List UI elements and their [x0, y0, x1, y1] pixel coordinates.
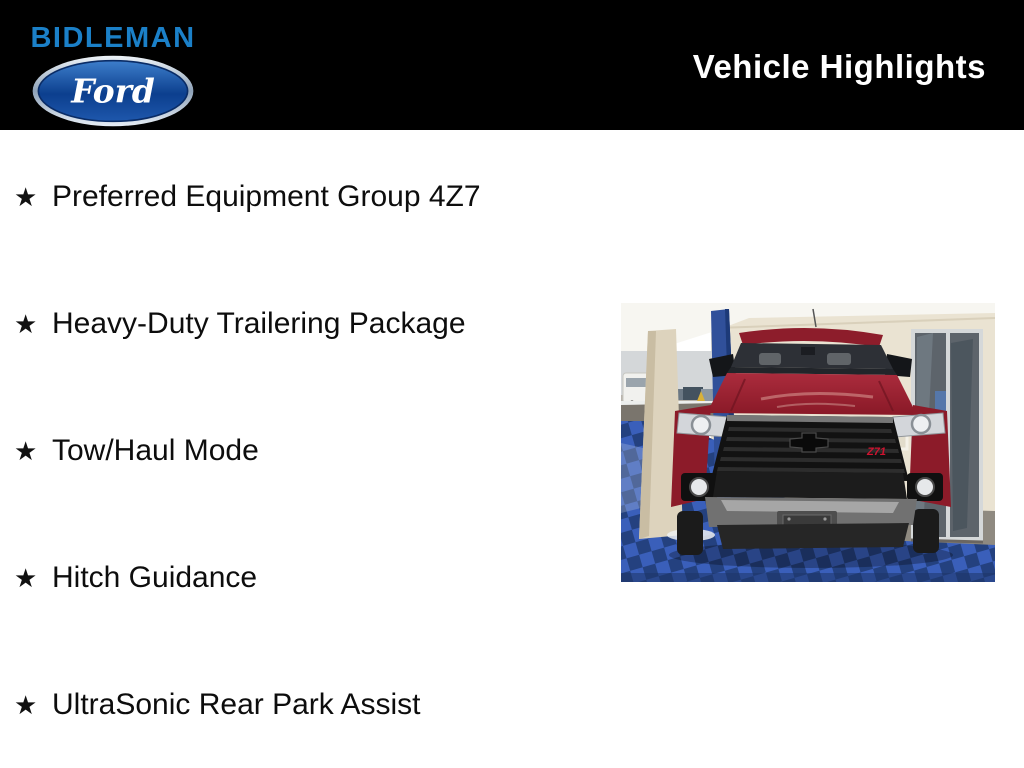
feature-label: UltraSonic Rear Park Assist [52, 688, 421, 721]
star-bullet-icon: ★ [14, 436, 38, 466]
page-title: Vehicle Highlights [692, 48, 986, 85]
header-bar [0, 0, 1024, 130]
dealer-name-text: BIDLEMAN [30, 22, 196, 54]
feature-label: Hitch Guidance [52, 561, 258, 594]
z71-badge-text: Z71 [867, 446, 886, 458]
star-bullet-icon: ★ [14, 182, 38, 212]
feature-item [14, 684, 420, 726]
feature-item [14, 430, 259, 472]
ford-script-text: Ford [71, 71, 155, 111]
ford-oval-icon [31, 54, 195, 128]
dealer-logo [18, 20, 208, 128]
feature-item [14, 303, 466, 345]
feature-label: Preferred Equipment Group 4Z7 [52, 180, 481, 213]
star-bullet-icon: ★ [14, 690, 38, 720]
star-bullet-icon: ★ [14, 563, 38, 593]
truck-front-illustration [621, 303, 995, 582]
feature-label: Tow/Haul Mode [52, 434, 259, 467]
star-bullet-icon: ★ [14, 309, 38, 339]
vehicle-photo [621, 303, 995, 582]
feature-item [14, 557, 257, 599]
feature-item [14, 176, 481, 218]
feature-label: Heavy-Duty Trailering Package [52, 307, 466, 340]
